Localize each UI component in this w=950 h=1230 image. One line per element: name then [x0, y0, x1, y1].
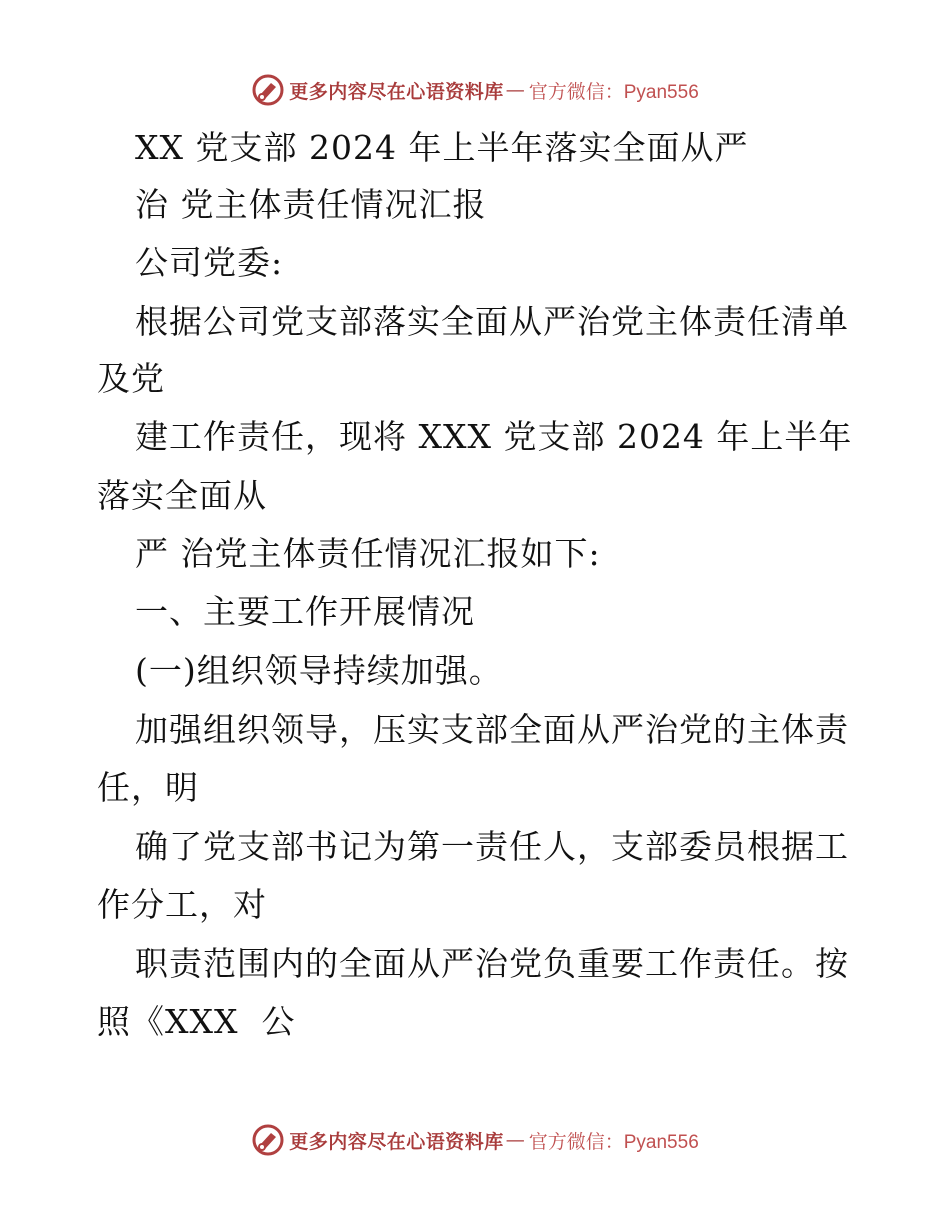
salutation: 公司党委:: [135, 243, 284, 282]
document-title-line-2: 治 党主体责任情况汇报: [135, 185, 487, 224]
watermark-contact: 官方微信：Pyan556: [528, 1131, 699, 1153]
paragraph-line: 落实全面从: [97, 476, 267, 515]
document-title-line-1: XX 党支部 2024 年上半年落实全面从严: [135, 128, 749, 167]
paragraph-line: 照《XXX 公: [97, 1002, 296, 1041]
paragraph-line: 严 治党主体责任情况汇报如下:: [135, 534, 601, 573]
paragraph-line: 作分工，对: [97, 885, 267, 924]
header-watermark: [0, 70, 950, 110]
section-heading: 一、主要工作开展情况: [135, 592, 475, 631]
paragraph-line: 职责范围内的全面从严治党负重要工作责任。按: [135, 944, 849, 983]
watermark-text: 更多内容尽在心语资料库: [289, 80, 504, 103]
paragraph-line: 加强组织领导，压实支部全面从严治党的主体责: [135, 710, 849, 749]
paragraph-line: 及党: [97, 359, 165, 398]
watermark-separator: —: [505, 1129, 525, 1151]
library-logo-icon: [251, 73, 285, 107]
paragraph-line: 建工作责任，现将 XXX 党支部 2024 年上半年: [135, 417, 853, 456]
footer-watermark: [0, 1120, 950, 1160]
paragraph-line: 任，明: [97, 768, 199, 807]
watermark-text: 更多内容尽在心语资料库: [289, 1130, 504, 1153]
paragraph-line: 根据公司党支部落实全面从严治党主体责任清单: [135, 302, 849, 341]
watermark-separator: —: [505, 79, 525, 101]
subsection-heading: (一)组织领导持续加强。: [135, 651, 503, 690]
paragraph-line: 确了党支部书记为第一责任人，支部委员根据工: [135, 827, 849, 866]
library-logo-icon: [251, 1123, 285, 1157]
watermark-contact: 官方微信：Pyan556: [528, 81, 699, 103]
